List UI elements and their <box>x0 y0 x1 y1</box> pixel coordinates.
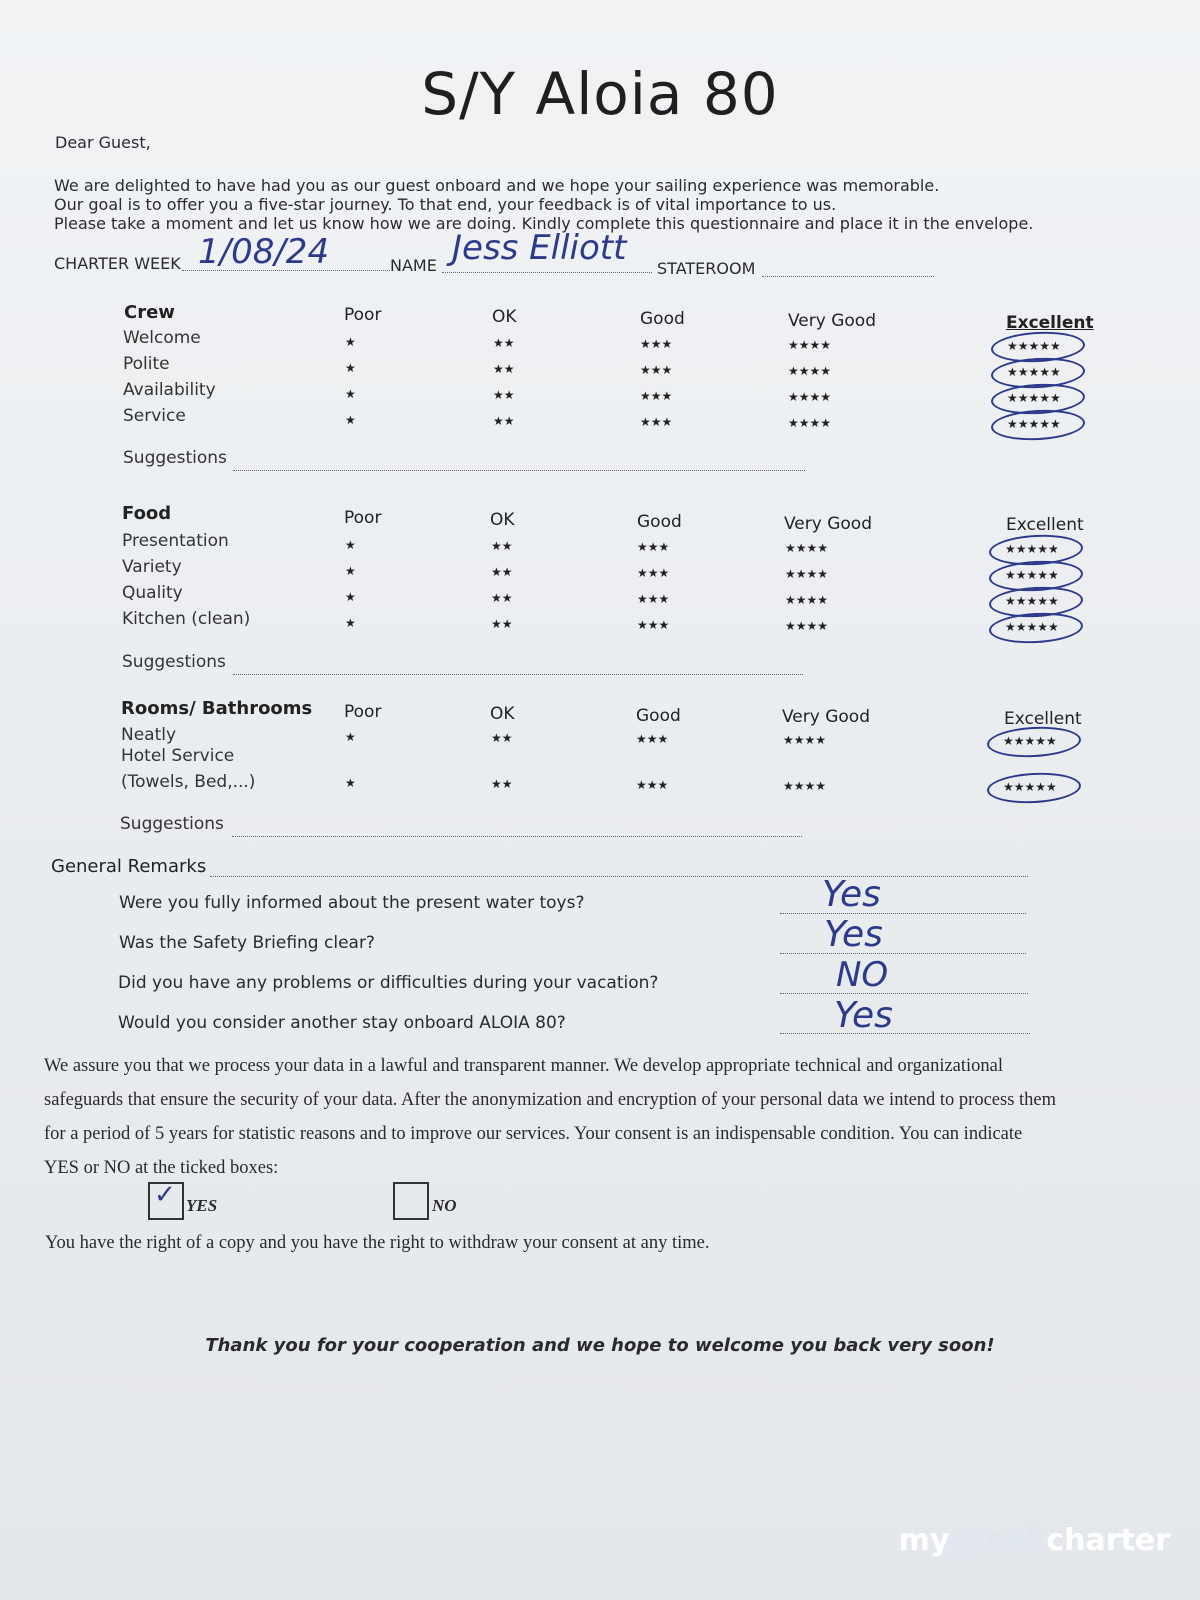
crew-row3-rating-3-stars[interactable]: ★★★ <box>640 389 673 403</box>
crew-row-service: Service <box>123 406 186 426</box>
answer-problems[interactable]: NO <box>836 955 889 995</box>
crew-col-good: Good <box>640 309 685 329</box>
intro-line-3: Please take a moment and let us know how we are doing. Kindly complete this questionnaire and place it in the envelope. <box>54 214 1034 233</box>
logo-part-my: my <box>898 1523 950 1558</box>
answer-water-toys[interactable]: Yes <box>822 874 881 915</box>
privacy-line-4: YES or NO at the ticked boxes: <box>44 1158 279 1178</box>
food-row4-selection-circle <box>988 611 1083 646</box>
rooms-row2-rating-4-stars[interactable]: ★★★★ <box>783 779 827 793</box>
thank-you-message: Thank you for your cooperation and we hope to welcome you back very soon! <box>205 1335 995 1356</box>
food-row1-rating-1-stars[interactable]: ★ <box>345 538 356 552</box>
rooms-row2-rating-5-stars[interactable]: ★★★★★ <box>1003 780 1057 794</box>
crew-row4-selection-circle <box>990 408 1085 443</box>
crew-row1-rating-2-stars[interactable]: ★★ <box>493 336 515 350</box>
crew-row-welcome: Welcome <box>123 328 201 348</box>
answer-another-stay[interactable]: Yes <box>834 995 893 1036</box>
rooms-row1-rating-5-stars[interactable]: ★★★★★ <box>1003 734 1057 748</box>
question-safety-briefing: Was the Safety Briefing clear? <box>119 933 375 953</box>
food-row3-rating-1-stars[interactable]: ★ <box>345 590 356 604</box>
food-col-ok: OK <box>490 510 515 530</box>
charter-week-value[interactable]: 1/08/24 <box>198 232 330 272</box>
crew-row4-rating-4-stars[interactable]: ★★★★ <box>788 416 832 430</box>
crew-row3-rating-4-stars[interactable]: ★★★★ <box>788 390 832 404</box>
crew-row4-rating-5-stars[interactable]: ★★★★★ <box>1007 417 1061 431</box>
crew-row2-rating-1-stars[interactable]: ★ <box>345 361 356 375</box>
answer-line-problems <box>780 993 1028 994</box>
stateroom-label: STATEROOM <box>657 259 756 278</box>
greeting: Dear Guest, <box>55 133 151 152</box>
answer-line-safety-briefing <box>780 953 1026 954</box>
privacy-line-1: We assure you that we process your data in a lawful and transparent manner. We develop appropriate technical and organizational <box>44 1056 1004 1076</box>
food-row-variety: Variety <box>122 557 182 577</box>
question-problems: Did you have any problems or difficulties during your vacation? <box>118 973 659 993</box>
food-row4-rating-2-stars[interactable]: ★★ <box>491 617 513 631</box>
food-row3-rating-5-stars[interactable]: ★★★★★ <box>1005 594 1059 608</box>
crew-suggestions-label: Suggestions <box>123 448 227 468</box>
crew-row1-rating-3-stars[interactable]: ★★★ <box>640 337 673 351</box>
stateroom-line[interactable] <box>762 276 934 277</box>
rooms-col-excellent: Excellent <box>1004 709 1082 729</box>
rooms-row2-rating-1-stars[interactable]: ★ <box>345 776 356 790</box>
name-label: NAME <box>390 256 437 275</box>
food-row4-rating-5-stars[interactable]: ★★★★★ <box>1005 620 1059 634</box>
rooms-col-ok: OK <box>490 704 515 724</box>
crew-row3-rating-2-stars[interactable]: ★★ <box>493 388 515 402</box>
food-suggestions-line[interactable] <box>233 674 803 675</box>
crew-row1-rating-1-stars[interactable]: ★ <box>345 335 356 349</box>
food-row3-rating-3-stars[interactable]: ★★★ <box>637 592 670 606</box>
food-row1-rating-3-stars[interactable]: ★★★ <box>637 540 670 554</box>
rooms-row2-rating-2-stars[interactable]: ★★ <box>491 777 513 791</box>
crew-col-ok: OK <box>492 307 517 327</box>
privacy-rights: You have the right of a copy and you have the right to withdraw your consent at any time. <box>45 1233 710 1253</box>
rooms-row-hotel-service: Hotel Service <box>121 746 235 766</box>
crew-row3-rating-1-stars[interactable]: ★ <box>345 387 356 401</box>
answer-safety-briefing[interactable]: Yes <box>824 914 883 955</box>
crew-row-availability: Availability <box>123 380 216 400</box>
intro-line-1: We are delighted to have had you as our guest onboard and we hope your sailing experience was memorable. <box>54 176 940 195</box>
question-water-toys: Were you fully informed about the present water toys? <box>119 893 585 913</box>
food-row1-rating-5-stars[interactable]: ★★★★★ <box>1005 542 1059 556</box>
question-another-stay: Would you consider another stay onboard ALOIA 80? <box>118 1013 566 1033</box>
food-row1-rating-2-stars[interactable]: ★★ <box>491 539 513 553</box>
name-value[interactable]: Jess Elliott <box>452 228 627 268</box>
food-row4-rating-1-stars[interactable]: ★ <box>345 616 356 630</box>
crew-row2-rating-2-stars[interactable]: ★★ <box>493 362 515 376</box>
charter-week-label: CHARTER WEEK <box>54 254 181 273</box>
privacy-line-3: for a period of 5 years for statistic reasons and to improve our services. Your consent is an indispensable condition. You can indicate <box>44 1124 1023 1144</box>
rooms-row1-rating-4-stars[interactable]: ★★★★ <box>783 733 827 747</box>
general-remarks-label: General Remarks <box>51 856 207 877</box>
crew-col-very-good: Very Good <box>788 311 876 331</box>
rooms-row-towels-bed: (Towels, Bed,...) <box>121 772 256 792</box>
food-row2-rating-1-stars[interactable]: ★ <box>345 564 356 578</box>
crew-row2-rating-5-stars[interactable]: ★★★★★ <box>1007 365 1061 379</box>
food-col-very-good: Very Good <box>784 514 872 534</box>
consent-no-label: NO <box>432 1196 457 1215</box>
crew-row1-rating-4-stars[interactable]: ★★★★ <box>788 338 832 352</box>
rooms-row1-rating-3-stars[interactable]: ★★★ <box>636 732 669 746</box>
food-row2-rating-3-stars[interactable]: ★★★ <box>637 566 670 580</box>
rooms-col-good: Good <box>636 706 681 726</box>
rooms-row1-rating-2-stars[interactable]: ★★ <box>491 731 513 745</box>
crew-row4-rating-1-stars[interactable]: ★ <box>345 413 356 427</box>
general-remarks-line[interactable] <box>210 876 1028 877</box>
rooms-col-poor: Poor <box>344 702 382 722</box>
food-row-kitchen: Kitchen (clean) <box>122 609 251 629</box>
food-col-good: Good <box>637 512 682 532</box>
crew-suggestions-line[interactable] <box>233 470 805 471</box>
crew-row2-rating-3-stars[interactable]: ★★★ <box>640 363 673 377</box>
privacy-line-2: safeguards that ensure the security of your data. After the anonymization and encryption of your personal data we intend to process them <box>44 1090 1057 1110</box>
rooms-row2-rating-3-stars[interactable]: ★★★ <box>636 778 669 792</box>
food-col-excellent: Excellent <box>1006 515 1084 535</box>
rooms-section-title: Rooms/ Bathrooms <box>121 698 313 719</box>
crew-section-title: Crew <box>124 302 175 323</box>
rooms-suggestions-label: Suggestions <box>120 814 224 834</box>
consent-yes-label: YES <box>186 1196 218 1215</box>
rooms-row-neatly: Neatly <box>121 725 177 745</box>
logo-part-charter: charter <box>1046 1523 1170 1558</box>
food-row4-rating-3-stars[interactable]: ★★★ <box>637 618 670 632</box>
crew-row1-rating-5-stars[interactable]: ★★★★★ <box>1007 339 1061 353</box>
crew-row3-rating-5-stars[interactable]: ★★★★★ <box>1007 391 1061 405</box>
name-line <box>442 272 652 273</box>
rooms-row2-selection-circle <box>986 771 1081 806</box>
answer-line-water-toys <box>780 913 1026 914</box>
food-col-poor: Poor <box>344 508 382 528</box>
food-row4-rating-4-stars[interactable]: ★★★★ <box>785 619 829 633</box>
crew-col-poor: Poor <box>344 305 382 325</box>
food-row2-rating-5-stars[interactable]: ★★★★★ <box>1005 568 1059 582</box>
food-section-title: Food <box>122 503 172 524</box>
food-row-presentation: Presentation <box>122 531 229 551</box>
crew-col-excellent: Excellent <box>1006 313 1094 333</box>
crew-row4-rating-2-stars[interactable]: ★★ <box>493 414 515 428</box>
logo-part-greek: greek <box>949 1523 1047 1558</box>
food-row2-rating-2-stars[interactable]: ★★ <box>491 565 513 579</box>
answer-line-another-stay <box>780 1033 1030 1034</box>
intro-line-2: Our goal is to offer you a five-star journey. To that end, your feedback is of vital importance to us. <box>54 195 837 214</box>
rooms-row1-selection-circle <box>986 725 1081 760</box>
consent-no-checkbox[interactable] <box>393 1182 429 1220</box>
food-suggestions-label: Suggestions <box>122 652 226 672</box>
food-row-quality: Quality <box>122 583 183 603</box>
consent-yes-checkmark-icon: ✓ <box>154 1180 176 1210</box>
rooms-row1-rating-1-stars[interactable]: ★ <box>345 730 356 744</box>
food-row2-rating-4-stars[interactable]: ★★★★ <box>785 567 829 581</box>
document-title: S/Y Aloia 80 <box>421 60 779 128</box>
mygreekcharter-logo <box>899 1523 1170 1558</box>
rooms-col-very-good: Very Good <box>782 707 870 727</box>
crew-row4-rating-3-stars[interactable]: ★★★ <box>640 415 673 429</box>
food-row3-rating-2-stars[interactable]: ★★ <box>491 591 513 605</box>
food-row1-rating-4-stars[interactable]: ★★★★ <box>785 541 829 555</box>
crew-row-polite: Polite <box>123 354 170 374</box>
crew-row2-rating-4-stars[interactable]: ★★★★ <box>788 364 832 378</box>
food-row3-rating-4-stars[interactable]: ★★★★ <box>785 593 829 607</box>
rooms-suggestions-line[interactable] <box>232 836 802 837</box>
